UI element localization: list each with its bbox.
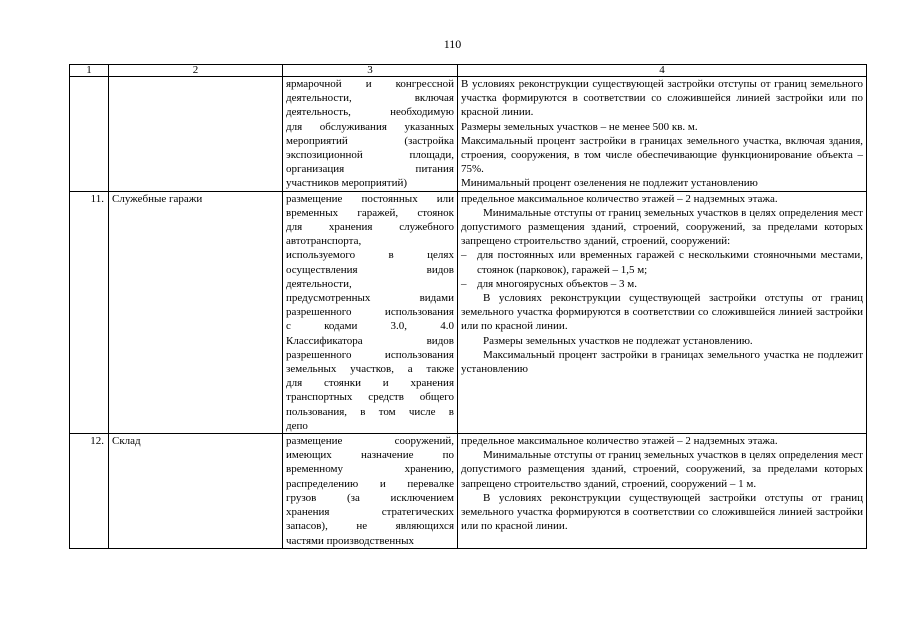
column-numbers-row [70,65,867,77]
page-number: 110 [443,37,462,51]
description-line: транспортных средств общего [286,391,454,404]
column-number: 4 [458,65,867,77]
description-line: распределению и перевалке [286,477,454,490]
row-number: 11. [70,191,109,433]
row-number [70,77,109,192]
description-line: земельных участков, а также [286,363,454,376]
description-line: разрешенного использования [286,348,454,361]
parameter-paragraph: В условиях реконструкции существующей застройки отступы от границ земельного участка формируются в соответствии со сложившейся линией застройки или по красной линии. [461,78,863,119]
parameters-cell [458,77,867,192]
parameter-paragraph: Максимальный процент застройки в границах земельного участка не подлежит установлению [461,348,863,376]
description-line: мероприятий (застройка [286,134,454,147]
description-line: осуществления видов [286,263,454,276]
description-line: пользования, в том числе в [286,405,454,418]
description-line: запасов), не являющихся [286,520,454,533]
parameter-paragraph: В условиях реконструкции существующей застройки отступы от границ земельного участка формируются в соответствии со сложившейся линией застройки или по красной линии. [461,491,863,533]
description-line: разрешенного использования [286,306,454,319]
land-use-name [109,77,283,192]
description-line: Классификатора видов [286,334,454,347]
parameters-cell [458,434,867,549]
land-use-description [283,191,458,433]
land-use-description [283,77,458,192]
dash-bullet: – [461,249,467,262]
description-line: участников мероприятий) [286,177,408,190]
parameter-paragraph: Размеры земельных участков не подлежат установлению. [483,334,753,347]
parameter-paragraph: Минимальный процент озеленения не подлежит установлению [461,177,758,190]
table-row [70,191,867,433]
column-number: 1 [70,65,109,77]
column-number: 2 [109,65,283,77]
land-use-description [283,434,458,549]
land-use-name: Служебные гаражи [109,191,283,433]
description-line: используемого в целях [286,249,454,262]
parameter-text: для постоянных или временных гаражей с несколькими стояночными местами, стоянок (парковок), гаражей – 1,5 м; [477,249,863,276]
description-line: для стоянки и хранения [286,377,454,390]
parameter-paragraph: Минимальные отступы от границ земельных участков в целях определения мест допустимого размещения зданий, строений, сооружений, за пределами которых запрещено строительство зданий, строений, сооружений – 1 м. [461,449,863,490]
description-line: с кодами 3.0, 4.0 [286,320,454,333]
table-row [70,77,867,192]
column-number: 3 [283,65,458,77]
parameter-paragraph: предельное максимальное количество этажей – 2 надземных этажа. [461,192,778,205]
parameter-bullet [461,277,863,291]
description-line: организация питания [286,163,454,176]
parameter-paragraph: Размеры земельных участков – не менее 500 кв. м. [461,120,698,133]
description-line: временных гаражей, стоянок [286,206,454,219]
parameter-paragraph: Минимальные отступы от границ земельных участков в целях определения мест допустимого размещения зданий, строений, сооружений, за пределами которых запрещено строительство зданий, строений, сооружений: [461,206,863,248]
land-use-table [69,64,867,549]
dash-bullet: – [461,277,467,290]
parameter-text: для многоярусных объектов – 3 м. [477,277,638,290]
description-line: хранения стратегических [286,506,454,519]
description-line: имеющих назначение по [286,449,454,462]
parameters-cell [458,191,867,433]
description-line: деятельности, [286,277,352,290]
description-line: временному хранению, [286,463,454,476]
description-line: деятельности, включая [286,92,454,105]
parameter-paragraph: Максимальный процент застройки в границах земельного участка, включая здания, строения, сооружения, в том числе обеспечивающие функционирование объекта – 75%. [461,134,863,176]
description-line: автотранспорта, [286,235,362,248]
table-row [70,434,867,549]
parameter-paragraph: предельное максимальное количество этажей – 2 надземных этажа. [461,435,778,448]
row-number: 12. [70,434,109,549]
parameter-bullet [461,248,863,276]
description-line: частями производственных [286,534,414,547]
description-line: деятельность, необходимую [286,106,454,119]
description-line: предусмотренных видами [286,292,454,305]
description-line: для обслуживания указанных [286,120,454,133]
description-line: размещение сооружений, [286,435,454,448]
description-line: размещение постоянных или [286,192,454,205]
description-line: грузов (за исключением [286,491,454,504]
description-line: ярмарочной и конгрессной [286,78,454,90]
description-line: для хранения служебного [286,221,454,234]
parameter-paragraph: В условиях реконструкции существующей застройки отступы от границ земельного участка формируются в соответствии со сложившейся линией застройки или по красной линии. [461,292,863,333]
description-line: депо [286,419,308,432]
land-use-name: Склад [109,434,283,549]
description-line: экспозиционной площади, [286,149,454,162]
